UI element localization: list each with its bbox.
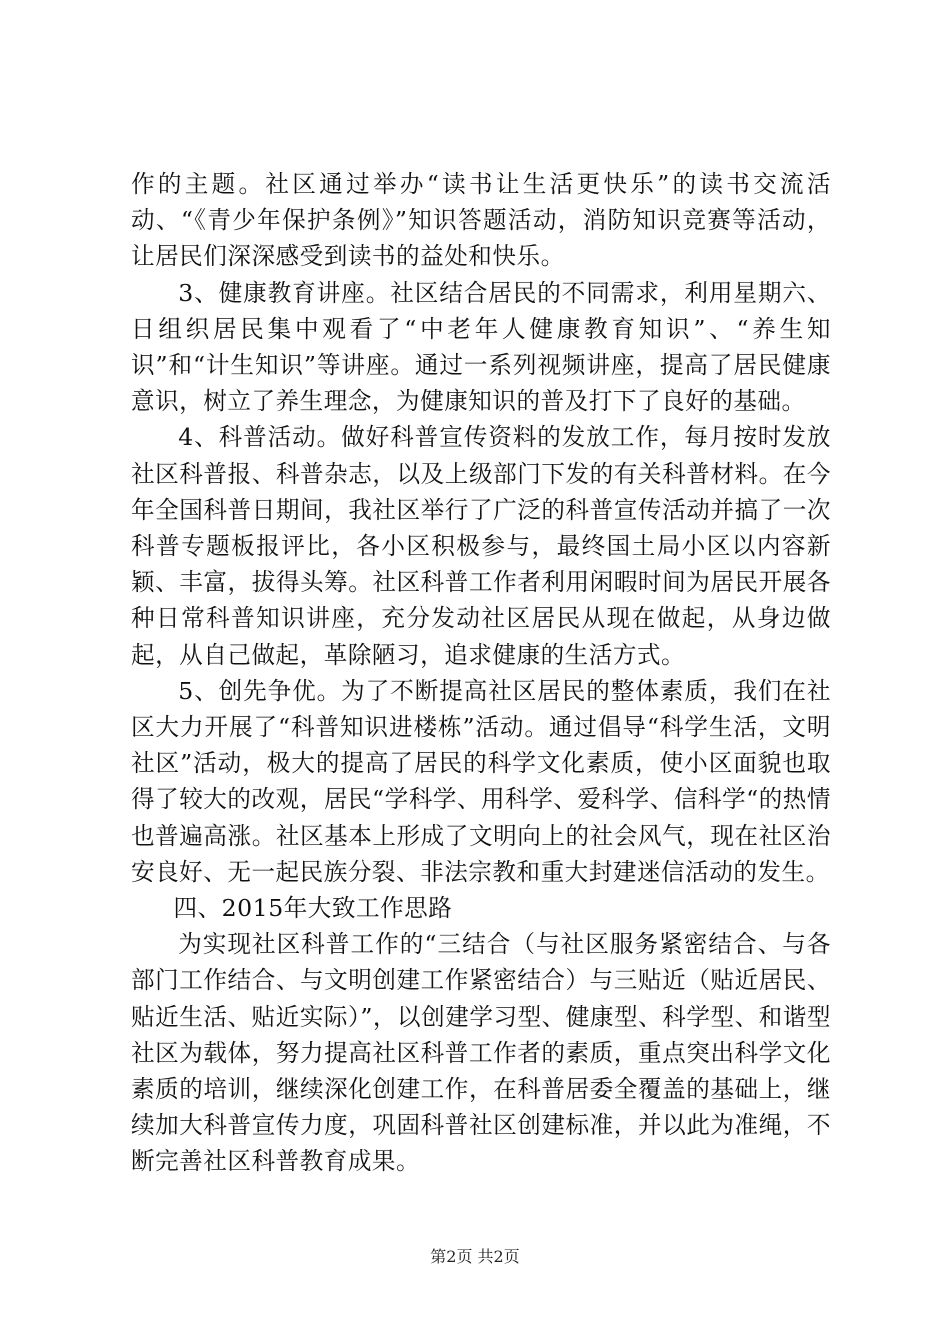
section-heading-2015-plan: 四、2015年大致工作思路 xyxy=(173,894,453,923)
document-body xyxy=(131,166,831,1180)
paragraph-work-plan: 为实现社区科普工作的“三结合（与社区服务紧密结合、与各部门工作结合、与文明创建工作紧密结合）与三贴近（贴近居民、贴近生活、贴近实际）”，以创建学习型、健康型、科学型、和谐型社区为载体，努力提高社区科普工作者的素质，重点突出科学文化素质的培训，继续深化创建工作，在科普居委全覆盖的基础上，继续加大科普宣传力度，巩固科普社区创建标准，并以此为准绳，不断完善社区科普教育成果。 xyxy=(131,930,831,1176)
page-number-footer: 第2页 共2页 xyxy=(430,1247,520,1266)
paragraph-reading-activities: 作的主题。社区通过举办“读书让生活更快乐”的读书交流活动、“《青少年保护条例》”知识答题活动，消防知识竞赛等活动，让居民们深深感受到读书的益处和快乐。 xyxy=(131,170,831,271)
paragraph-science-activities: 4、科普活动。做好科普宣传资料的发放工作，每月按时发放社区科普报、科普杂志，以及上级部门下发的有关科普材料。在今年全国科普日期间，我社区举行了广泛的科普宣传活动并搞了一次科普专题板报评比，各小区积极参与，最终国土局小区以内容新颖、丰富，拔得头筹。社区科普工作者利用闲暇时间为居民开展各种日常科普知识讲座，充分发动社区居民从现在做起，从身边做起，从自己做起，革除陋习，追求健康的生活方式。 xyxy=(131,423,831,669)
paragraph-health-lectures: 3、健康教育讲座。社区结合居民的不同需求，利用星期六、日组织居民集中观看了“中老年人健康教育知识”、“养生知识”和“计生知识”等讲座。通过一系列视频讲座，提高了居民健康意识，树立了养生理念，为健康知识的普及打下了良好的基础。 xyxy=(131,278,831,416)
paragraph-excellence-campaign: 5、创先争优。为了不断提高社区居民的整体素质，我们在社区大力开展了“科普知识进楼栋”活动。通过倡导“科学生活，文明社区”活动，极大的提高了居民的科学文化素质，使小区面貌也取得了较大的改观，居民“学科学、用科学、爱科学、信科学“的热情也普遍高涨。社区基本上形成了文明向上的社会风气，现在社区治安良好、无一起民族分裂、非法宗教和重大封建迷信活动的发生。 xyxy=(131,676,831,886)
